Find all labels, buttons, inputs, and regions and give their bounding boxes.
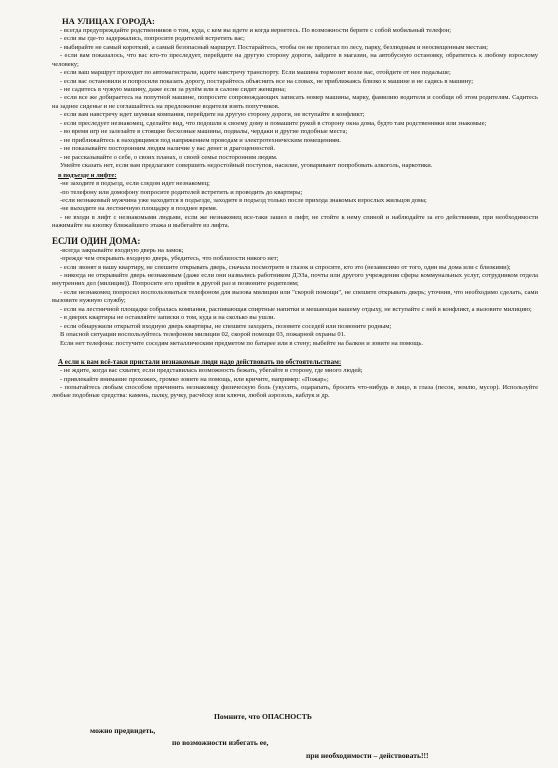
paragraph: -не выходите на лестничную площадку в позднее время. — [60, 205, 218, 213]
paragraph: - если на лестничной площадке собралась компания, распивающая спиртные напитки и мешающая вашему отдыху, не вступайте с ней в конфликт, а вызовите милицию; — [60, 305, 532, 313]
paragraph: - всегда предупреждайте родственников о том, куда, с кем вы идете и когда вернетесь. По возможности берите с собой мобильный телефон; — [60, 26, 452, 34]
section-attack-body — [52, 367, 538, 401]
paragraph: - если вас остановили и попросили показать дорогу, постарайтесь объяснить все на словах, не приближаясь близко к машине и не садясь в машину; — [60, 77, 474, 85]
paragraph: -прежде чем открывать входную дверь, убедитесь, что поблизости никого нет; — [60, 255, 279, 263]
remember-block — [0, 712, 558, 762]
paragraph: - если незнакомец попросил воспользоваться телефоном для вызова милиции или "скорой помощи", не спешите открывать дверь; уточнив, что необходимо сделать, сами вызовите нужную службу; — [52, 288, 538, 305]
paragraph: - выбирайте не самый короткий, а самый безопасный маршрут. Постарайтесь, чтобы он не пролегал по лесу, парку, безлюдным и неосвещенным местам; — [60, 43, 488, 51]
section-street-body — [52, 27, 538, 171]
paragraph: Умейте сказать нет, если вам предлагают совершить недостойный поступок, насилие, уговаривают попробовать алкоголь, наркотики. — [60, 162, 433, 170]
paragraph: - если вам показалось, что вас кто-то преследует, перейдите на другую сторону дороги, зайдите в магазин, на автобусную остановку, обратитесь к любому взрослому человеку; — [52, 52, 538, 68]
paragraph: - если преследует незнакомец, сделайте вид, что подошли к своему дому и помашите рукой в сторону окна дома, будто там родственники или знакомые; — [60, 119, 487, 127]
paragraph: - не садитесь в чужую машину, даже если за рулём или в салоне сидит женщина; — [60, 85, 286, 93]
paragraph: - если обнаружили открытой входную дверь квартиры, не спешите заходить, позовите соседей или позвоните родным; — [60, 322, 392, 330]
paragraph: - во время игр не залезайте в стоящие бесхозные машины, подвалы, чердаки и другие подобные места; — [60, 128, 348, 136]
remember-line-4: при необходимости – действовать!!! — [306, 751, 429, 760]
paragraph: -если незнакомый мужчина уже находится в подъезде, заходите в подъезд только после прихода знакомых взрослых жильцов дома; — [60, 197, 427, 204]
section-attack-heading: А если к вам всё-таки пристали незнакомые люди надо действовать по обстоятельствам: — [58, 358, 342, 367]
remember-line-2: можно предвидеть, — [90, 726, 156, 735]
paragraph: - если все же добираетесь на попутной машине, попросите сопровождающих записать номер машины, марку, фамилию водителя и сообщи об этом родителям. Садитесь на заднее сиденье и не соглашайтесь на предложение водителя взять попутчиков. — [52, 94, 538, 110]
section-entrance-heading: в подъезде и лифте: — [58, 171, 117, 179]
paragraph: - в дверях квартиры не оставляйте записки о том, куда и на сколько вы ушли. — [60, 314, 276, 322]
paragraph: -всегда закрывайте входную дверь на замок; — [60, 246, 184, 254]
remember-line-1: Помните, что ОПАСНОСТЬ — [214, 712, 312, 721]
section-entrance-body — [52, 180, 538, 231]
paragraph: -не заходите в подъезд, если следом идет незнакомец; — [60, 180, 210, 188]
paragraph: Если нет телефона: постучите соседям металлическим предметом по батарее или в стену; выбейте на балкон и зовите на помощь. — [60, 339, 424, 347]
remember-line-3: по возможности избегать ее, — [172, 738, 269, 747]
paragraph: В опасной ситуации воспользуйтесь телефоном милиции 02, скорой помощи 03, пожарной охраны 01. — [60, 331, 346, 339]
paragraph: - не входи в лифт с незнакомыми людьми, если же незнакомец все-таки зашел в лифт, не стойте к нему спиной и наблюдайте за его действиями, при необходимости нажимайте на кнопку ближайшего этажа и выбегайте из лифта. — [52, 213, 538, 230]
paragraph: - если ваш маршрут проходит по автомагистрали, идите навстречу транспорту. Если машина тормозит возле вас, отойдите от нее подальше; — [60, 69, 451, 77]
paragraph: - не ждите, когда вас схватят, если представилась возможность бежать, убегайте в сторону, где много людей; — [60, 367, 363, 375]
paragraph: - никогда не открывайте дверь незнакомым (даже если они назвались работником ДЭЗа, почты или другого учреждения сферы коммунальных услуг, сотрудником отдела внутренних дел (милиции)). Попросите его прийти в другой раз и позвоните родителям; — [52, 271, 538, 288]
paragraph: -по телефону или домофону попросите родителей встретить и проводить до квартиры; — [60, 188, 303, 196]
section-home-body — [52, 247, 538, 348]
paragraph: - попытайтесь любым способом причинить незнакомцу физическую боль (укусить, оцарапать, бросить что-нибудь в лицо, в глаза (песок, землю, мусор). Используйте любые подобные средства: камень, палку, ручку, расчёску или ключи, любой аэрозоль, каблук и др. — [52, 383, 538, 400]
paragraph: - не показывайте посторонним людям наличие у вас денег и драгоценностей. — [60, 145, 276, 153]
section-home-heading: ЕСЛИ ОДИН ДОМА: — [52, 235, 141, 246]
section-street-heading: НА УЛИЦАХ ГОРОДА: — [62, 16, 155, 26]
paragraph: - не рассказывайте о себе, о своих планах, о своей семье посторонним людям. — [60, 153, 278, 161]
paragraph: - если вы где-то задержались, попросите родителей встретить вас; — [60, 35, 245, 43]
paragraph: - не приближайтесь к находящимся под напряжением проводам и электротехническим помещениям. — [60, 136, 341, 144]
paragraph: - если вам навстречу идет шумная компания, перейдите на другую сторону дороги, не вступайте в конфликт; — [60, 111, 365, 119]
paragraph: - если звонят в вашу квартиру, не спешите открывать дверь, сначала посмотрите в глазок и спросите, кто это (независимо от того, один вы дома или с близкими); — [60, 263, 511, 271]
paragraph: - привлекайте внимание прохожих, громко зовите на помощь, или кричите, например: «Пожар»; — [60, 375, 329, 383]
